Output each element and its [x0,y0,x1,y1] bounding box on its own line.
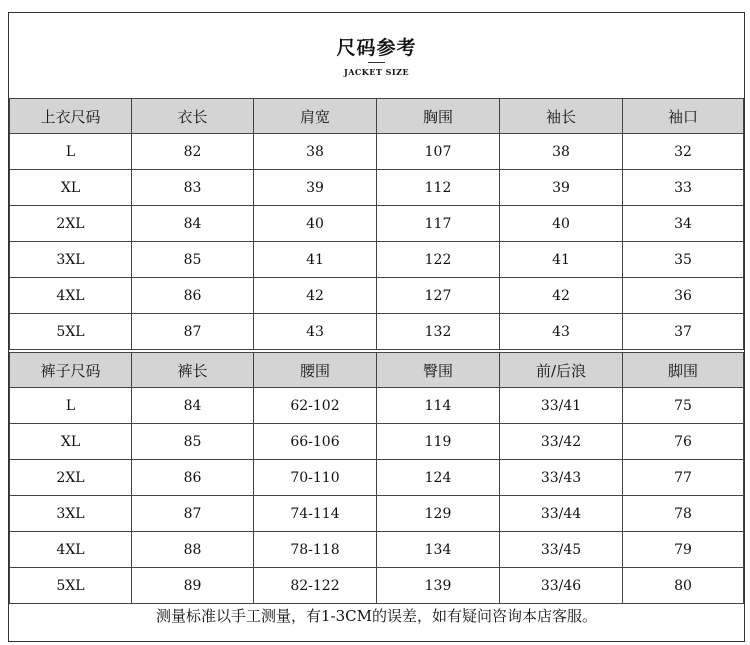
measurement-cell: 33/41 [500,388,623,424]
measurement-cell: 39 [254,170,377,206]
measurement-cell: 77 [623,460,744,496]
measurement-cell: 139 [377,568,500,604]
measurement-cell: 114 [377,388,500,424]
measurement-cell: 42 [254,278,377,314]
title-divider [368,62,385,63]
measurement-cell: 41 [500,242,623,278]
measurement-cell: 41 [254,242,377,278]
measurement-cell: 76 [623,424,744,460]
table-row [10,314,744,350]
size-label-cell: 4XL [10,278,132,314]
measurement-cell: 86 [132,460,254,496]
jacket-header-cell: 肩宽 [254,99,377,134]
measurement-cell: 43 [254,314,377,350]
measurement-cell: 127 [377,278,500,314]
jacket-header-cell: 胸围 [377,99,500,134]
measurement-cell: 39 [500,170,623,206]
chart-subtitle: JACKET SIZE [343,67,410,77]
measurement-cell: 84 [132,388,254,424]
size-label-cell: XL [10,170,132,206]
measurement-cell: 32 [623,134,744,170]
measurement-cell: 33/46 [500,568,623,604]
measurement-cell: 38 [500,134,623,170]
table-row [10,532,744,568]
measurement-cell: 78 [623,496,744,532]
measurement-cell: 122 [377,242,500,278]
table-row [10,460,744,496]
measurement-cell: 36 [623,278,744,314]
measurement-cell: 33 [623,170,744,206]
pants-size-table [9,352,744,604]
measurement-cell: 66-106 [254,424,377,460]
table-row [10,388,744,424]
pants-header-cell: 脚围 [623,353,744,388]
measurement-cell: 129 [377,496,500,532]
size-chart [8,12,745,642]
jacket-header-cell: 上衣尺码 [10,99,132,134]
measurement-cell: 132 [377,314,500,350]
jacket-header-cell: 衣长 [132,99,254,134]
table-row [10,278,744,314]
size-label-cell: 2XL [10,460,132,496]
measurement-cell: 134 [377,532,500,568]
pants-header-cell: 腰围 [254,353,377,388]
measurement-cell: 42 [500,278,623,314]
measurement-cell: 70-110 [254,460,377,496]
measurement-cell: 83 [132,170,254,206]
measurement-cell: 82-122 [254,568,377,604]
size-tables [9,98,744,604]
measurement-cell: 89 [132,568,254,604]
jacket-size-table [9,98,744,350]
jacket-header-row [10,99,744,134]
measurement-cell: 35 [623,242,744,278]
measurement-cell: 85 [132,242,254,278]
table-row [10,424,744,460]
chart-header [9,13,744,98]
measurement-cell: 87 [132,314,254,350]
jacket-header-cell: 袖口 [623,99,744,134]
measurement-cell: 33/43 [500,460,623,496]
measurement-cell: 117 [377,206,500,242]
measurement-cell: 33/45 [500,532,623,568]
measurement-cell: 85 [132,424,254,460]
measurement-cell: 34 [623,206,744,242]
measurement-cell: 80 [623,568,744,604]
measurement-cell: 86 [132,278,254,314]
size-label-cell: 2XL [10,206,132,242]
measurement-cell: 40 [500,206,623,242]
size-label-cell: 3XL [10,496,132,532]
measurement-cell: 37 [623,314,744,350]
measurement-cell: 38 [254,134,377,170]
measurement-cell: 84 [132,206,254,242]
measurement-cell: 88 [132,532,254,568]
measurement-cell: 119 [377,424,500,460]
size-label-cell: XL [10,424,132,460]
pants-header-cell: 前/后浪 [500,353,623,388]
measurement-cell: 87 [132,496,254,532]
measurement-cell: 43 [500,314,623,350]
measurement-note: 测量标准以手工测量，有1-3CM的误差，如有疑问咨询本店客服。 [156,607,597,625]
pants-header-row [10,353,744,388]
table-row [10,170,744,206]
size-label-cell: L [10,388,132,424]
measurement-cell: 82 [132,134,254,170]
measurement-cell: 107 [377,134,500,170]
measurement-cell: 74-114 [254,496,377,532]
measurement-cell: 78-118 [254,532,377,568]
measurement-cell: 124 [377,460,500,496]
size-label-cell: L [10,134,132,170]
chart-title: 尺码参考 [336,37,417,59]
size-label-cell: 4XL [10,532,132,568]
table-row [10,134,744,170]
measurement-cell: 62-102 [254,388,377,424]
jacket-header-cell: 袖长 [500,99,623,134]
table-row [10,206,744,242]
measurement-cell: 75 [623,388,744,424]
table-row [10,496,744,532]
pants-header-cell: 臀围 [377,353,500,388]
measurement-cell: 40 [254,206,377,242]
size-label-cell: 3XL [10,242,132,278]
pants-header-cell: 裤子尺码 [10,353,132,388]
size-label-cell: 5XL [10,568,132,604]
measurement-cell: 79 [623,532,744,568]
size-label-cell: 5XL [10,314,132,350]
measurement-cell: 33/44 [500,496,623,532]
measurement-cell: 33/42 [500,424,623,460]
table-row [10,242,744,278]
pants-header-cell: 裤长 [132,353,254,388]
measurement-cell: 112 [377,170,500,206]
